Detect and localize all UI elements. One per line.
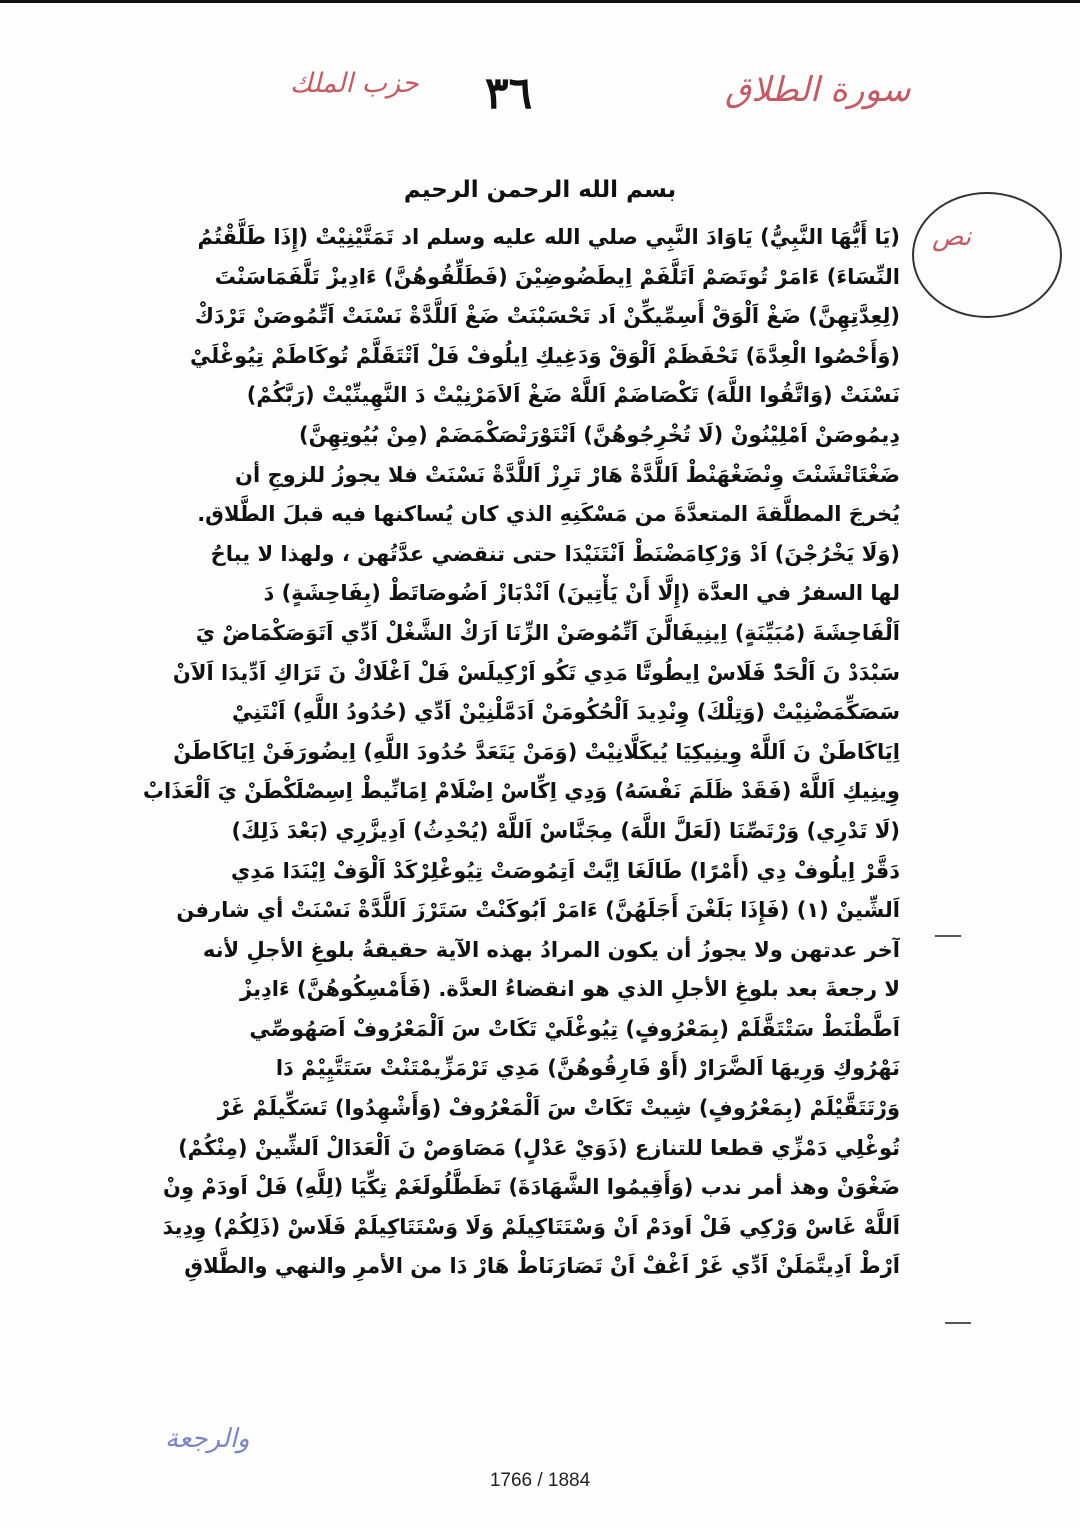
text-line: وَرْتَتَقَّيْلَمْ (بِمَعْرُوفٍ) شِيتْ تَكَاتْ سَ اَلْمَعْرُوفْ (وَأَشْهِدُوا) تَسَكِّيلَمْ غَرْ xyxy=(217,1096,900,1121)
text-line: دَقَّرْ اِيلُوفْ دِي (أَمْرًا) طَالَغَا اِيَّتْ اَتِمُوصَتْ تِيُوغْلِرْكَدْ اَلْوَفْ اِيْنَدَا مَدِي xyxy=(230,858,900,883)
text-line: سَبْدَدْ نَ اَلْحَدّْ فَلَاسْ اِيطُوتَّا مَدِي تَكُو اَرْكِيلَسْ فَلْ اَغْلَاكْ نَ تَرَاكِ اَدِّيدَا اَلاَنْ xyxy=(172,660,900,685)
text-line: اِيَاكَاطَنْ نَ اَللَّهْ وِينِيكِيَا يُيكَلَّانِيْتْ (وَمَنْ يَتَعَدَّ حُدُودَ اللَّهِ) اِيضُورَفَنْ اِيَاكَاطَنْ xyxy=(173,739,900,764)
text-line: ضَغْوَنْ وهذ أمر ندب (وَأَقِيمُوا الشَّهَادَةَ) تَظَطَّلُولَغَمْ تِكِّيَا (لِلَّهِ) فَلْ اَودَمْ وِنْ xyxy=(163,1175,900,1200)
text-line: (لِعِدَّتِهِنَّ) ضَغْ اَلْوَقْ أَسِمِّيكِّنْ اَد تَحْسَبْنَتْ ضَغْ اَللَّدَّةْ نَسْنَتْ اَتِّمُوصَنْ تَرْدَكْ xyxy=(194,304,900,329)
text-line: النِّسَاءَ) ءَامَرْ تُوتَصَمْ اَتَلَّفَمْ اِيطَضُوضِيْنَ (فَطَلِّقُوهُنَّ) ءَادِيزْ تَلَّفَمَاسَنْتَ xyxy=(214,264,900,289)
text-line: (لَا تَدْرِي) وَرْتَصِّنَا (لَعَلَّ اللَّهَ) مِجَنَّاسْ اَللَّهْ (يُحْدِثُ) اَدِيزَّرِي (بَعْدَ ذَلِكَ) xyxy=(231,818,900,843)
text-line: يُخرجَ المطلَّقةَ المتعدَّةَ من مَسْكَنِهِ الذي كان يُساكنها فيه قبلَ الطَّلاق. xyxy=(197,502,900,527)
text-line: نَهْرُوكِ وَرِيهَا اَلضَّرَارْ (أَوْ فَارِقُوهُنَّ) مَدِي تَرْمَزِّيمْتَنْتْ سَتَتَّيِيْمْ دَا xyxy=(275,1056,900,1081)
text-line: وِينِيكِ اَللَّهْ (فَقَدْ ظَلَمَ نَفْسَهُ) وَدِي اِكِّاسْ اِضْلَامْ اِمَانِّيطْ اِسِصْلَكْطَنْ يَ اَلْعَذَابْ xyxy=(142,779,900,804)
text-line: لا رجعةَ بعد بلوغِ الأجلِ الذي هو انقضاءُ العدَّة. (فَأَمْسِكُوهُنَّ) ءَادِيزْ xyxy=(240,977,900,1002)
text-line: لها السفرُ في العدَّة (إِلَّا أَنْ يَأْتِينَ) اَنْدْبَازْ اَضُوصَاتَطْ (بِفَاحِشَةٍ) دَ xyxy=(263,581,900,606)
page-counter: 1766 / 1884 xyxy=(489,1470,591,1491)
text-line: ضَغْتَاتْشَنْتَ وِنْضَغْهَنْطْ اَللَّدَّةْ هَارْ تَرِزْ اَللَّدَّةْ نَسْنَتْ فلا يجوزُ للزوجِ أن xyxy=(235,462,900,487)
text-line: اَطَّطْنَطْ سَتْتَقَّلَمْ (بِمَعْرُوفٍ) تِيُوغْلَيْ تَكَاتْ سَ اَلْمَعْرُوفْ اَصَهُوصِّي xyxy=(249,1016,900,1041)
text-line: دِيمُوصَنْ اَمْلِيْنُونْ (لَا تُخْرِجُوهُنَّ) اَتْتَوْرَتْصَكْمَضَمْ (مِنْ بُيُوتِهِنَّ) xyxy=(299,422,900,447)
text-line: اَلشِّينْ (١) (فَإِذَا بَلَغْنَ أَجَلَهُنَّ) ءَامَرْ اَبُوكَنْتْ سَتَرْزَ اَللَّدَّةْ نَسْنَتْ أي شارفن xyxy=(176,898,900,923)
text-line: آخر عدتهن ولا يجوزُ أن يكون المرادُ بهذه الآية حقيقةُ بلوغِ الأجلِ لأنه xyxy=(202,937,900,962)
margin-dash xyxy=(935,935,961,937)
text-line: اَلْفَاحِشَةَ (مُبَيِّنَةٍ) اِينِيفَالَّنَ اَتِّمُوصَنْ الزِّنَا اَرَكْ الشَّغْلْ اَدِّي اَتَوَصَكْمَاضْ يَ xyxy=(195,620,900,645)
basmala-heading: بسم الله الرحمن الرحيم xyxy=(403,177,677,203)
text-line: (يَا أَيُّهَا النَّبِيُّ) يَاوَادَ النَّبِي صلي الله عليه وسلم اد تَمَتَّيْنِيْتْ (إِذَا طَلَّقْتُمُ xyxy=(197,225,900,249)
header-handwritten-left: حزب الملك xyxy=(290,68,419,99)
text-line: نَسْنَتْ (وَاتَّقُوا اللَّهَ) تَكْصَاضَمْ اَللَّهْ ضَغْ اَلاَمَرْنِيْتْ دَ النَّهِينِّيْتْ (رَبَّكُمْ) xyxy=(246,383,900,408)
top-border xyxy=(0,0,1080,3)
body-text xyxy=(140,218,900,1287)
margin-dash xyxy=(945,1322,971,1324)
text-line: سَصَكِّمَضْنِيْتْ (وَتِلْكَ) وِنْدِيدَ اَلْحُكُومَنْ اَدَمَّلْنِيْنْ اَدِّي (حُدُودُ اللَّهِ) اَنْتَنِيْ xyxy=(231,700,900,725)
bottom-handwritten-note: والرجعة xyxy=(165,1424,250,1454)
text-line: اَرْطْ اَدِيتَّمَلَنْ اَدِّي غَرْ اَغْفْ اَنْ تَصَارَنَاطْ هَارْ دَا من الأمرِ والنهي والطَّلاقِ xyxy=(184,1254,900,1279)
margin-note: نص xyxy=(932,222,972,252)
text-line: اَللَّهْ غَاسْ وَرْكِي فَلْ اَودَمْ اَنْ وَسْتَتَاكِيلَمْ وَلَا وَسْتَتَاكِيلَمْ فَلَاسْ (ذَلِكُمْ) وِدِيدَ xyxy=(162,1214,900,1239)
page-number: ٣٦ xyxy=(485,68,533,119)
text-line: تُوغْلِي دَمْزِّي قطعا للتنازع (ذَوَيْ عَدْلٍ) مَصَاوَصْ نَ اَلْعَدَالْ اَلشِّينْ (مِنْكُمْ) xyxy=(178,1135,900,1160)
margin-circle xyxy=(912,192,1062,318)
text-line: (وَلَا يَخْرُجْنَ) اَدْ وَرْكِامَضْنَطْ اَنْتَنَيْدَا حتى تنقضي عدَّتُهن ، ولهذا لا يباحُ xyxy=(210,541,900,566)
text-line: (وَأَحْصُوا الْعِدَّةَ) تَحْفَظَمْ اَلْوَقْ وَدَغِيكِ اِيلُوفْ فَلْ اَتْتَقَلَّمْ تُوكَاطَمْ تِيُوغْلَيْ xyxy=(190,343,900,368)
header-handwritten-right: سورة الطلاق xyxy=(725,70,911,110)
